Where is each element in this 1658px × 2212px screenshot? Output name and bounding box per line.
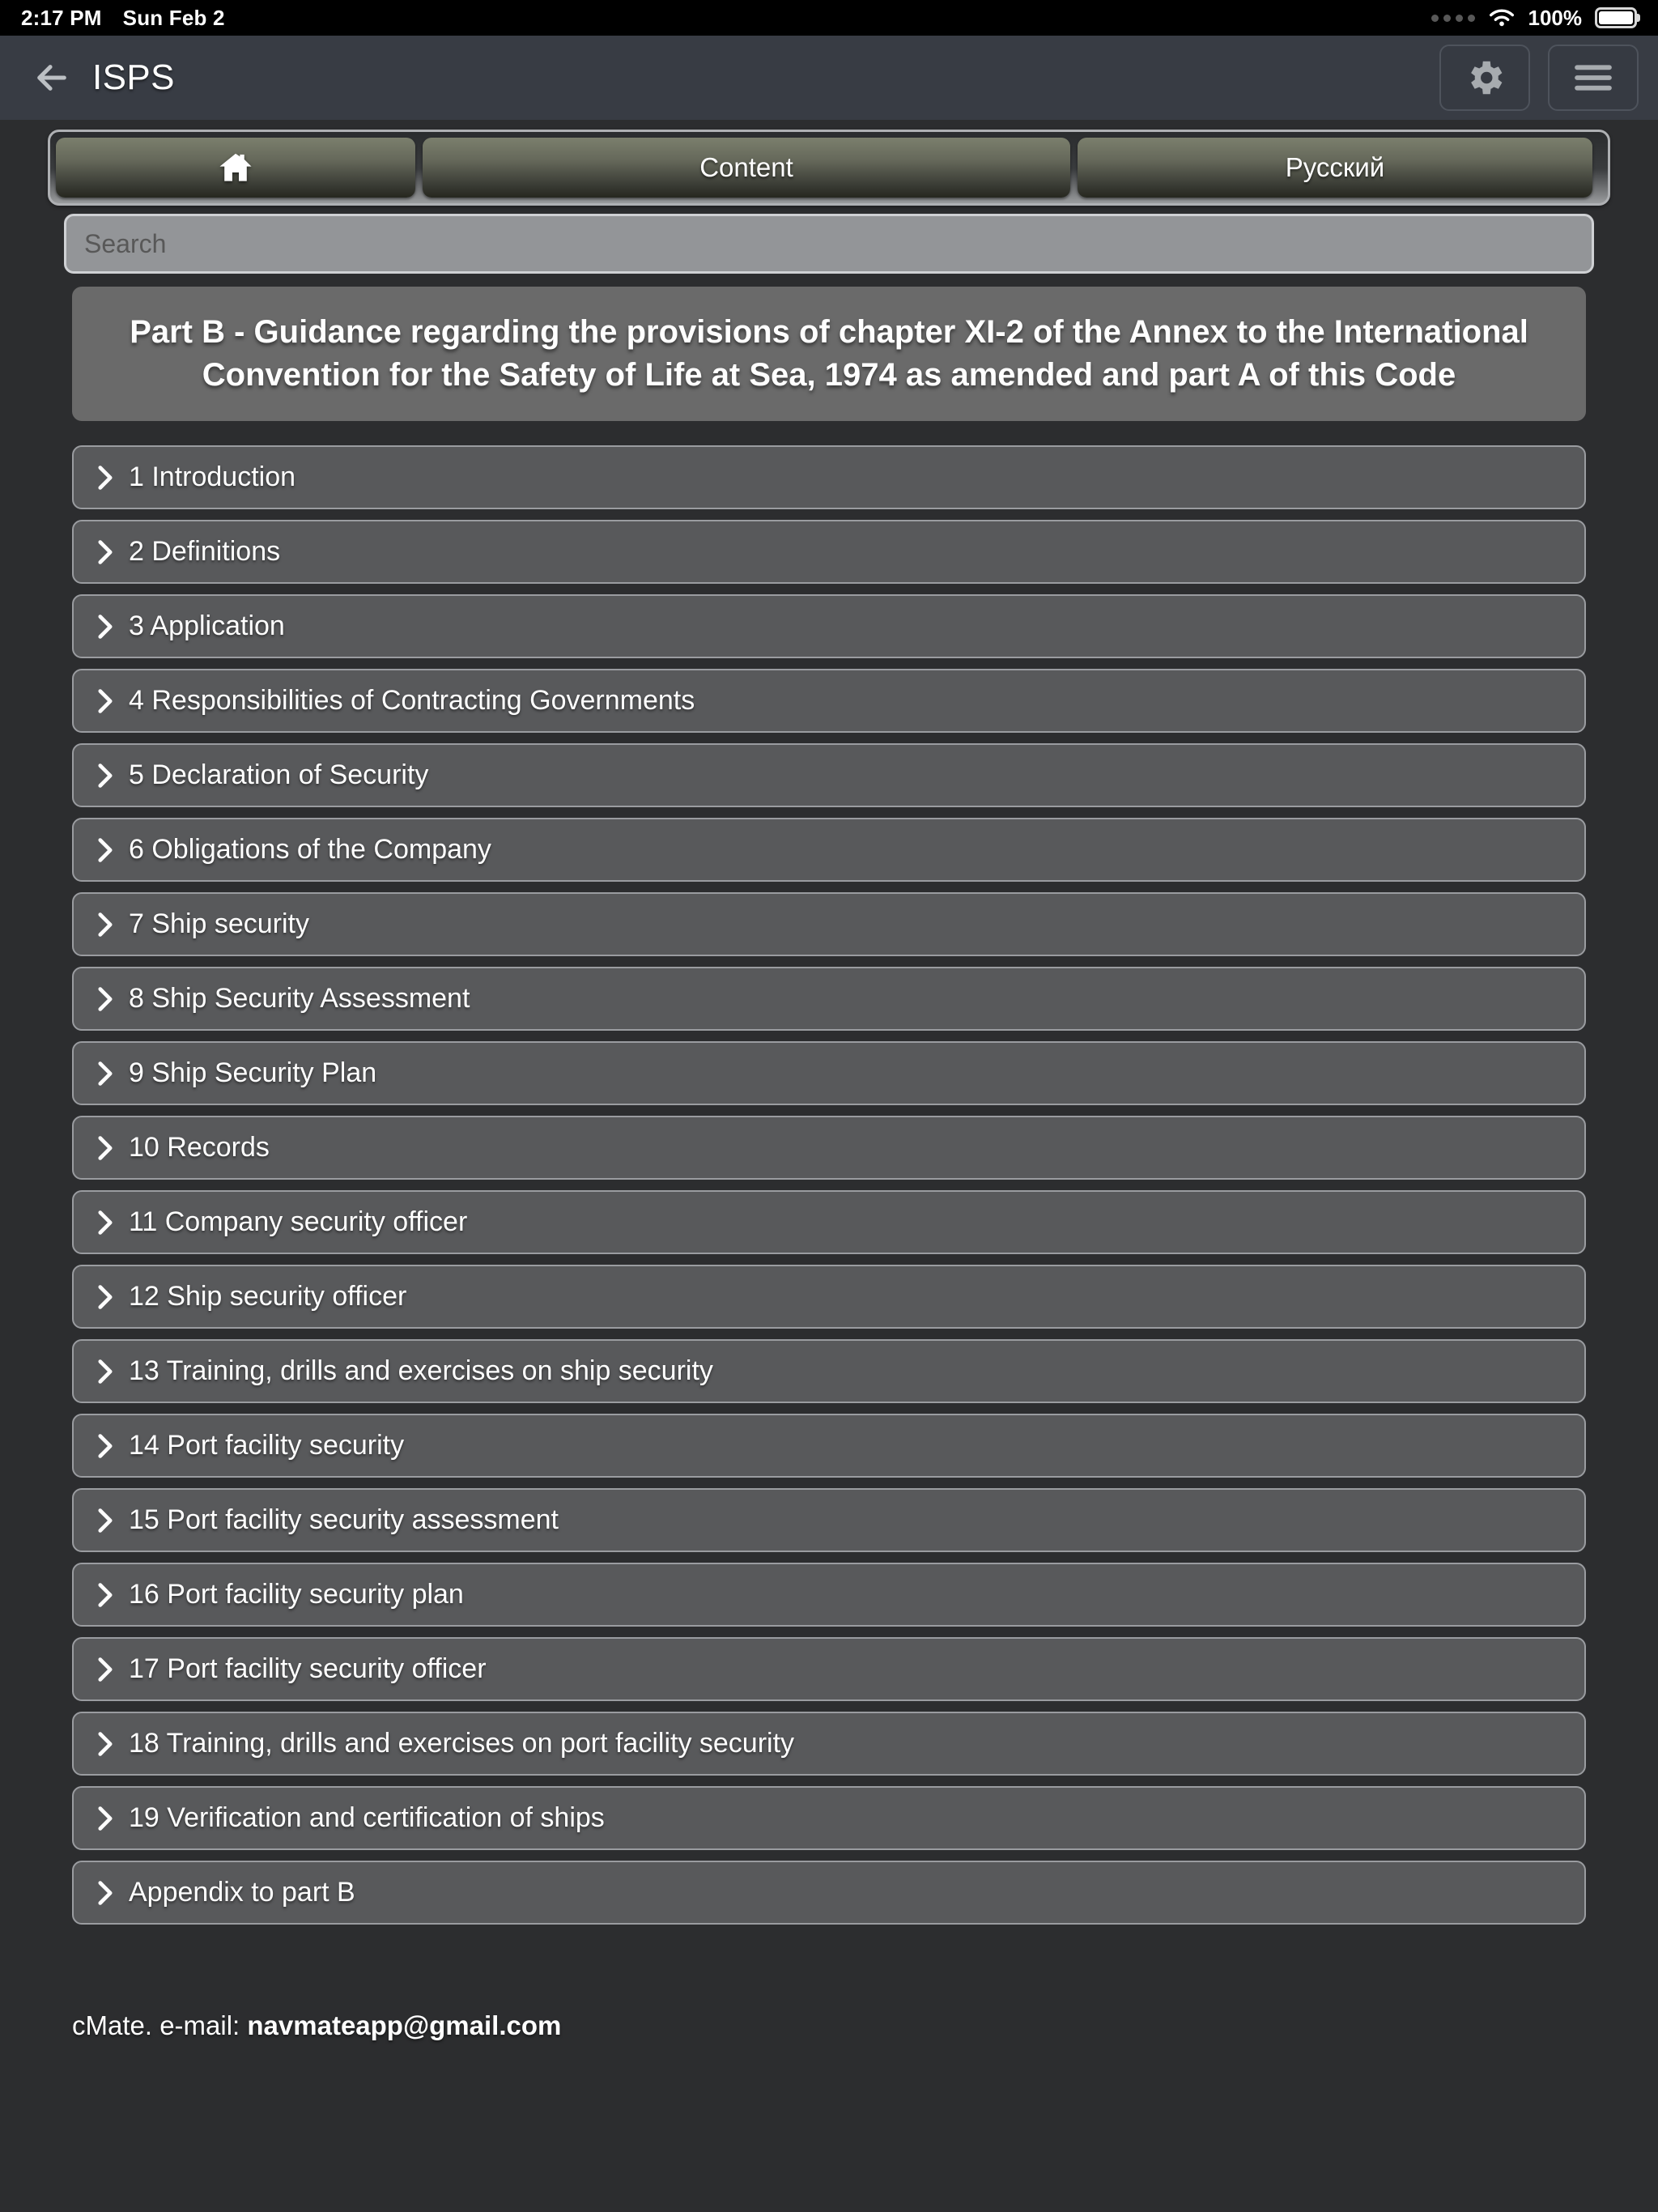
list-item-label: 5 Declaration of Security bbox=[129, 759, 429, 791]
chevron-right-icon bbox=[96, 465, 124, 491]
chevron-right-icon bbox=[96, 688, 124, 714]
list-item[interactable] bbox=[72, 743, 1586, 807]
list-item[interactable] bbox=[72, 1116, 1586, 1180]
chevron-right-icon bbox=[96, 986, 124, 1012]
section-title-panel bbox=[72, 287, 1586, 421]
chapter-list bbox=[72, 445, 1586, 1925]
chevron-right-icon bbox=[96, 1582, 124, 1608]
nav-bar bbox=[0, 36, 1658, 120]
chevron-right-icon bbox=[96, 837, 124, 863]
section-title: Part B - Guidance regarding the provisions of chapter XI-2 of the Annex to the International Convention for the Safety of Life at Sea, 1974 as amended and part A of this Code bbox=[130, 314, 1528, 393]
list-item-label: 6 Obligations of the Company bbox=[129, 834, 491, 866]
search-row bbox=[0, 206, 1658, 274]
nav-actions bbox=[1439, 45, 1639, 111]
list-item-label: 11 Company security officer bbox=[129, 1206, 468, 1238]
page-title: ISPS bbox=[92, 57, 175, 97]
list-item[interactable] bbox=[72, 1339, 1586, 1403]
list-item-label: 12 Ship security officer bbox=[129, 1281, 407, 1312]
list-item[interactable] bbox=[72, 1414, 1586, 1478]
list-item[interactable] bbox=[72, 1861, 1586, 1925]
list-item-label: 18 Training, drills and exercises on port facility security bbox=[129, 1728, 795, 1759]
list-item-label: 16 Port facility security plan bbox=[129, 1579, 464, 1610]
list-item[interactable] bbox=[72, 1786, 1586, 1850]
chevron-right-icon bbox=[96, 1880, 124, 1906]
signal-dots-icon bbox=[1431, 15, 1475, 22]
home-icon bbox=[217, 149, 254, 186]
list-item-label: 19 Verification and certification of ships bbox=[129, 1802, 605, 1834]
list-item-label: 17 Port facility security officer bbox=[129, 1653, 487, 1685]
menu-button[interactable] bbox=[1548, 45, 1639, 111]
footer-prefix: cMate. e-mail: bbox=[72, 2010, 248, 2041]
list-item-label: 14 Port facility security bbox=[129, 1430, 405, 1461]
list-item-label: 1 Introduction bbox=[129, 462, 296, 493]
tab-bar bbox=[48, 130, 1610, 206]
list-item-label: 8 Ship Security Assessment bbox=[129, 983, 470, 1015]
list-item-label: 9 Ship Security Plan bbox=[129, 1057, 377, 1089]
chevron-right-icon bbox=[96, 1359, 124, 1385]
gear-icon bbox=[1463, 56, 1507, 100]
list-item-label: 10 Records bbox=[129, 1132, 270, 1163]
list-item[interactable] bbox=[72, 445, 1586, 509]
status-bar-right bbox=[1431, 6, 1638, 31]
chevron-right-icon bbox=[96, 1508, 124, 1534]
list-item[interactable] bbox=[72, 1041, 1586, 1105]
list-item[interactable] bbox=[72, 1563, 1586, 1627]
list-item[interactable] bbox=[72, 594, 1586, 658]
wifi-icon bbox=[1488, 7, 1516, 28]
list-item-label: Appendix to part B bbox=[129, 1877, 355, 1908]
status-time: 2:17 PM bbox=[21, 5, 102, 30]
status-bar bbox=[0, 0, 1658, 36]
list-item[interactable] bbox=[72, 1488, 1586, 1552]
list-item-label: 13 Training, drills and exercises on ship security bbox=[129, 1355, 713, 1387]
chevron-right-icon bbox=[96, 1210, 124, 1236]
list-item-label: 15 Port facility security assessment bbox=[129, 1504, 559, 1536]
settings-button[interactable] bbox=[1439, 45, 1530, 111]
back-arrow-icon bbox=[33, 59, 70, 96]
chevron-right-icon bbox=[96, 1061, 124, 1087]
chevron-right-icon bbox=[96, 1135, 124, 1161]
list-item-label: 3 Application bbox=[129, 610, 285, 642]
search-input[interactable] bbox=[64, 214, 1594, 274]
chevron-right-icon bbox=[96, 1284, 124, 1310]
battery-full-icon bbox=[1595, 7, 1637, 28]
list-item[interactable] bbox=[72, 520, 1586, 584]
tab-language-label: Русский bbox=[1285, 152, 1385, 182]
list-item[interactable] bbox=[72, 1637, 1586, 1701]
chevron-right-icon bbox=[96, 1806, 124, 1831]
chevron-right-icon bbox=[96, 614, 124, 640]
chevron-right-icon bbox=[96, 912, 124, 938]
status-date: Sun Feb 2 bbox=[122, 5, 225, 30]
tab-content-label: Content bbox=[699, 152, 793, 182]
list-item[interactable] bbox=[72, 967, 1586, 1031]
tab-content[interactable] bbox=[423, 138, 1070, 198]
back-button[interactable] bbox=[21, 47, 83, 108]
battery-percent-label: 100% bbox=[1528, 5, 1582, 30]
list-item-label: 2 Definitions bbox=[129, 536, 281, 568]
tab-language[interactable] bbox=[1078, 138, 1592, 198]
chevron-right-icon bbox=[96, 539, 124, 565]
list-item[interactable] bbox=[72, 1190, 1586, 1254]
list-item[interactable] bbox=[72, 669, 1586, 733]
list-item-label: 4 Responsibilities of Contracting Governments bbox=[129, 685, 695, 717]
footer bbox=[72, 2010, 1586, 2041]
chevron-right-icon bbox=[96, 1657, 124, 1682]
list-item[interactable] bbox=[72, 818, 1586, 882]
list-item[interactable] bbox=[72, 1265, 1586, 1329]
chevron-right-icon bbox=[96, 1433, 124, 1459]
status-bar-left bbox=[21, 6, 225, 31]
chevron-right-icon bbox=[96, 1731, 124, 1757]
tab-home[interactable] bbox=[56, 138, 415, 198]
footer-email[interactable]: navmateapp@gmail.com bbox=[247, 2010, 562, 2041]
main-content bbox=[0, 274, 1658, 2041]
hamburger-menu-icon bbox=[1571, 61, 1615, 95]
list-item[interactable] bbox=[72, 1712, 1586, 1776]
chevron-right-icon bbox=[96, 763, 124, 789]
list-item[interactable] bbox=[72, 892, 1586, 956]
list-item-label: 7 Ship security bbox=[129, 908, 309, 940]
